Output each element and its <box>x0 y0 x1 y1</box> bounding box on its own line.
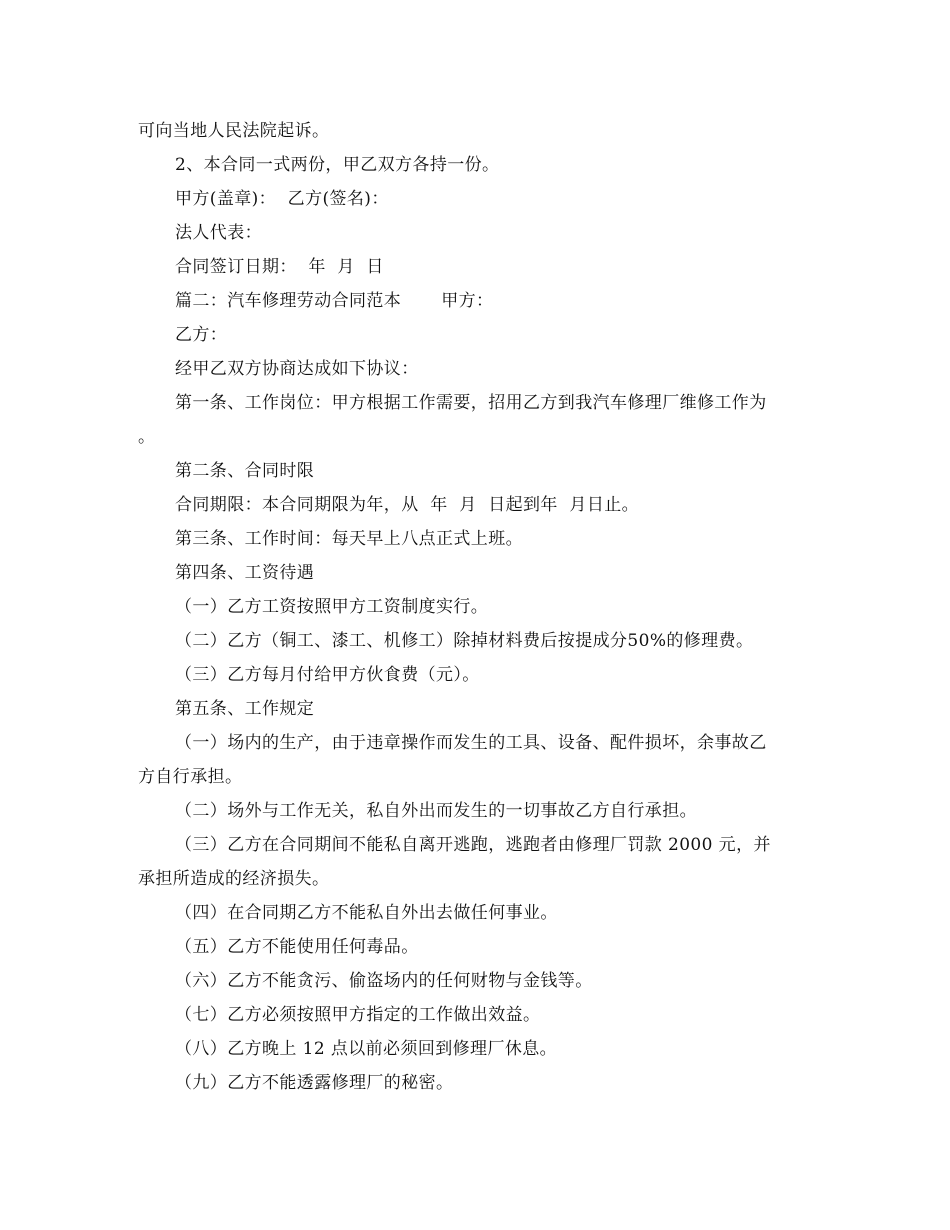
party-a-label: 甲方： <box>441 291 494 311</box>
list-item-continuation: 方自行承担。 <box>138 767 243 787</box>
list-item: （九）乙方不能透露修理厂的秘密。 <box>175 1073 454 1093</box>
article-heading: 第二条、合同时限 <box>175 461 315 481</box>
list-item: （三）乙方每月付给甲方伙食费（元）。 <box>175 665 480 685</box>
list-item: （一）乙方工资按照甲方工资制度实行。 <box>175 597 489 617</box>
signature-line: 甲方(盖章)： 乙方(签名)： <box>175 189 389 209</box>
paragraph-line: 经甲乙双方协商达成如下协议： <box>175 359 419 379</box>
document-body <box>138 114 818 1100</box>
list-item: （八）乙方晚上 12 点以前必须回到修理厂休息。 <box>175 1039 558 1059</box>
list-item: （五）乙方不能使用任何毒品。 <box>175 937 419 957</box>
paragraph-line: 法人代表： <box>175 223 262 243</box>
list-item: （四）在合同期乙方不能私自外出去做任何事业。 <box>175 903 558 923</box>
list-item: （二）场外与工作无关，私自外出而发生的一切事故乙方自行承担。 <box>175 801 697 821</box>
section-heading-line <box>138 284 818 318</box>
paragraph-line: 乙方： <box>175 325 228 345</box>
article-heading: 第四条、工资待遇 <box>175 563 315 583</box>
paragraph-line: 2、本合同一式两份，甲乙双方各持一份。 <box>175 155 500 175</box>
list-item: （一）场内的生产，由于违章操作而发生的工具、设备、配件损坏，余事故乙 <box>175 733 767 753</box>
paragraph-line: 合同期限：本合同期限为年，从 年 月 日起到年 月日止。 <box>175 495 640 515</box>
article-heading: 第五条、工作规定 <box>175 699 315 719</box>
paragraph-line: 。 <box>138 427 156 447</box>
paragraph-line: 第一条、工作岗位：甲方根据工作需要，招用乙方到我汽车修理厂维修工作为 <box>175 393 767 413</box>
section-title: 篇二：汽车修理劳动合同范本 <box>175 291 402 311</box>
date-line: 合同签订日期： 年 月 日 <box>175 257 384 277</box>
list-item-continuation: 承担所造成的经济损失。 <box>138 869 330 889</box>
list-item: （六）乙方不能贪污、偷盗场内的任何财物与金钱等。 <box>175 971 593 991</box>
list-item: （二）乙方（铜工、漆工、机修工）除掉材料费后按提成分50%的修理费。 <box>175 631 754 651</box>
paragraph-line: 可向当地人民法院起诉。 <box>138 121 330 141</box>
paragraph-line: 第三条、工作时间：每天早上八点正式上班。 <box>175 529 523 549</box>
list-item: （七）乙方必须按照甲方指定的工作做出效益。 <box>175 1005 541 1025</box>
list-item: （三）乙方在合同期间不能私自离开逃跑，逃跑者由修理厂罚款 2000 元，并 <box>175 835 771 855</box>
